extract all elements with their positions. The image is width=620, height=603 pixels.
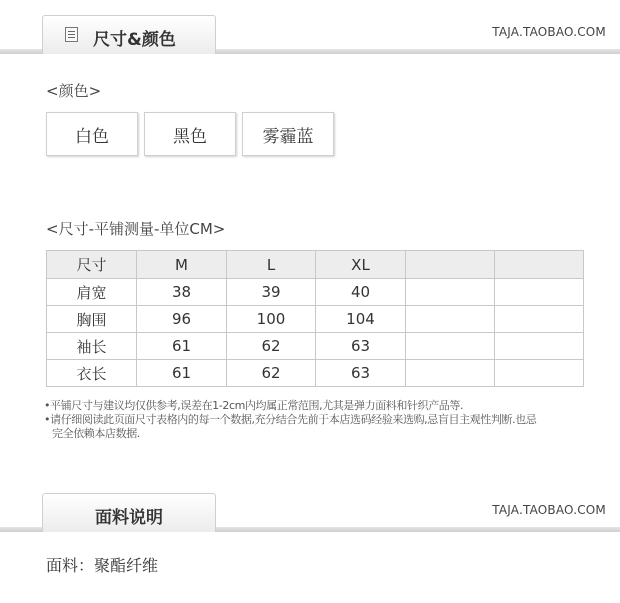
column-header — [406, 251, 495, 279]
table-cell: 62 — [227, 360, 316, 387]
table-cell — [406, 306, 495, 333]
document-icon — [65, 27, 78, 42]
table-cell — [495, 333, 584, 360]
color-option-black[interactable]: 黑色 — [144, 112, 236, 156]
table-row — [47, 333, 584, 360]
table-cell: 袖长 — [47, 333, 137, 360]
table-cell: 104 — [316, 306, 406, 333]
table-cell: 96 — [137, 306, 227, 333]
size-notes — [44, 399, 536, 441]
table-cell — [495, 306, 584, 333]
table-cell: 衣长 — [47, 360, 137, 387]
fabric-description: 面料：聚酯纤维 — [46, 556, 159, 575]
tab-title: 面料说明 — [95, 508, 163, 528]
table-cell: 61 — [137, 360, 227, 387]
color-option-haze-blue[interactable]: 雾霾蓝 — [242, 112, 334, 156]
table-cell: 100 — [227, 306, 316, 333]
table-row — [47, 360, 584, 387]
note-line: 完全依赖本店数据. — [52, 427, 140, 440]
table-cell — [406, 360, 495, 387]
note-line: •平铺尺寸与建议均仅供参考,误差在1-2cm内均属正常范围,尤其是弹力面料和针织产品等. — [44, 399, 464, 412]
site-url[interactable]: TAJA.TAOBAO.COM — [492, 25, 606, 39]
table-cell — [406, 279, 495, 306]
column-header: M — [137, 251, 227, 279]
column-header: 尺寸 — [47, 251, 137, 279]
size-table — [46, 250, 584, 387]
table-cell: 肩宽 — [47, 279, 137, 306]
size-label: <尺寸-平铺测量-单位CM> — [46, 220, 226, 238]
table-cell: 39 — [227, 279, 316, 306]
colors-label: <颜色> — [46, 82, 102, 100]
table-cell: 61 — [137, 333, 227, 360]
table-cell — [406, 333, 495, 360]
table-cell: 63 — [316, 333, 406, 360]
table-cell: 62 — [227, 333, 316, 360]
column-header: XL — [316, 251, 406, 279]
table-row — [47, 306, 584, 333]
table-header-row — [47, 251, 584, 279]
table-row — [47, 279, 584, 306]
size-color-header — [0, 14, 620, 54]
color-option-white[interactable]: 白色 — [46, 112, 138, 156]
table-cell — [495, 279, 584, 306]
table-cell: 40 — [316, 279, 406, 306]
table-cell: 胸围 — [47, 306, 137, 333]
site-url[interactable]: TAJA.TAOBAO.COM — [492, 503, 606, 517]
fabric-header — [0, 492, 620, 532]
table-cell: 38 — [137, 279, 227, 306]
note-line: •请仔细阅读此页面尺寸表格内的每一个数据,充分结合先前于本店选码经验来选购,忌盲目主观性判断.也忌 — [44, 413, 537, 426]
tab-size-color[interactable] — [42, 15, 216, 54]
column-header — [495, 251, 584, 279]
table-cell: 63 — [316, 360, 406, 387]
table-cell — [495, 360, 584, 387]
column-header: L — [227, 251, 316, 279]
tab-fabric[interactable] — [42, 493, 216, 532]
tab-title: 尺寸&颜色 — [93, 30, 176, 50]
